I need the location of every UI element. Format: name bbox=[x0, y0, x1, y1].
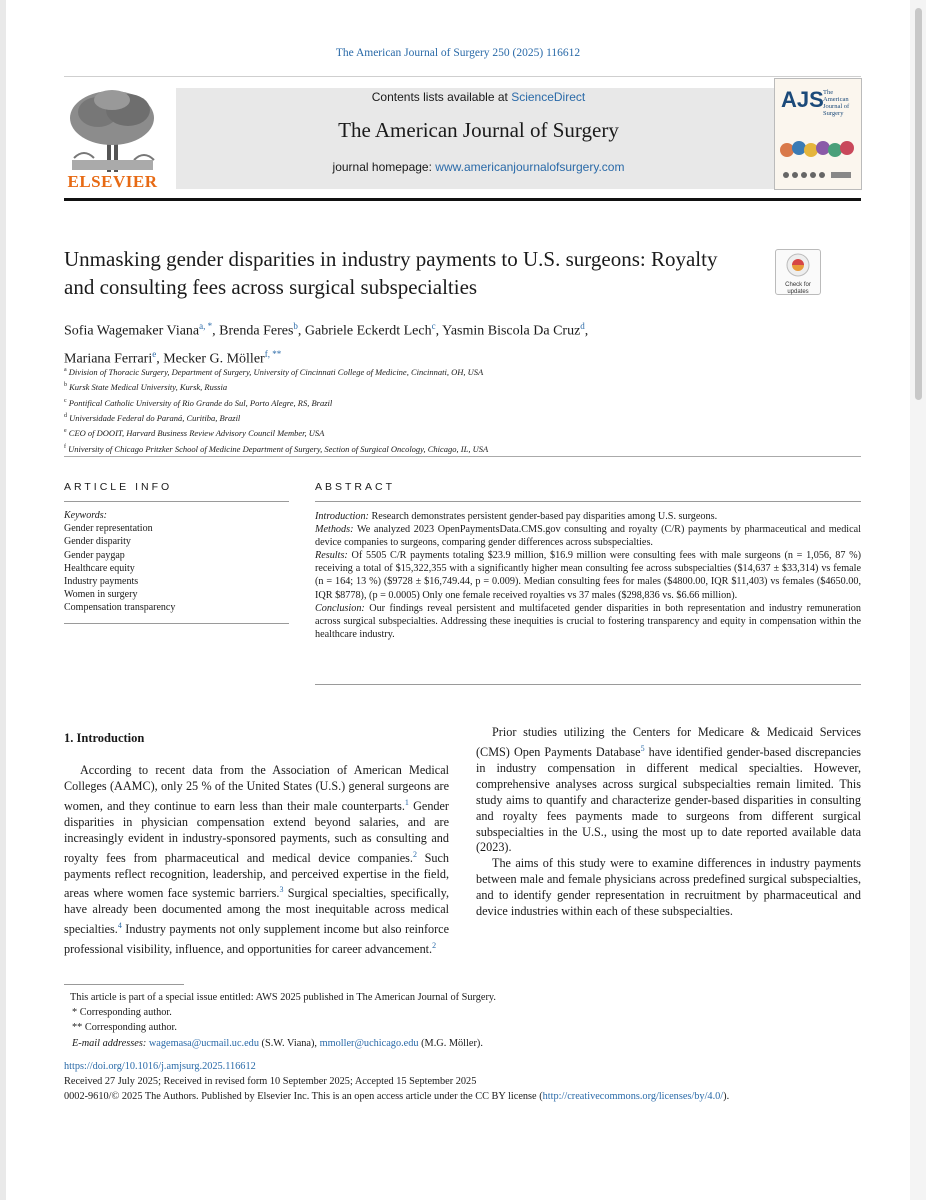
abstract-section-text: Research demonstrates persistent gender-based pay disparities among U.S. surgeons. bbox=[371, 511, 718, 522]
author-name[interactable]: Mariana Ferrari bbox=[64, 351, 153, 367]
keywords-rule bbox=[64, 623, 289, 624]
paragraph-text: have identified gender-based discrepancies in industry compensation in different medical specialties. However, comprehensive analyses across surgical subspecialties remain limited. This study aims to quantify and characterize gender-based disparities in consulting and royalty fees payments made to surgeons from different surgical subspecialties in the U.S., using the most up to date reported available data (2023). bbox=[476, 744, 861, 855]
abstract-section-label: Methods: bbox=[315, 524, 354, 536]
license-line bbox=[64, 1089, 864, 1104]
article-info-heading: ARTICLE INFO bbox=[64, 481, 173, 493]
abstract-results bbox=[315, 549, 861, 601]
article-title: Unmasking gender disparities in industry payments to U.S. surgeons: Royalty and consulting fees across surgical subspecialties bbox=[64, 247, 718, 299]
intro-right-column bbox=[476, 725, 861, 920]
affiliation-text: Universidade Federal do Paraná, Curitiba, Brazil bbox=[69, 412, 241, 423]
affiliation-key: b bbox=[64, 382, 67, 389]
email-owner: (M.G. Möller). bbox=[421, 1037, 483, 1049]
paragraph-text: According to recent data from the Association of American Medical Colleges (AAMC), only 25 % of the United States (U.S.) general surgeons are women, and they continue to earn less than their male counterparts. bbox=[64, 763, 449, 813]
keyword-item: Gender disparity bbox=[64, 536, 131, 548]
footnotes bbox=[64, 990, 864, 1104]
keyword-item: Gender representation bbox=[64, 523, 153, 535]
homepage-prefix: journal homepage: bbox=[332, 160, 432, 174]
author-affiliation-ref[interactable]: d bbox=[580, 321, 585, 331]
affiliation-key: c bbox=[64, 397, 67, 404]
vertical-scrollbar[interactable] bbox=[910, 0, 926, 1200]
abstract-section-label: Introduction: bbox=[315, 511, 369, 522]
abstract-section-label: Results: bbox=[315, 550, 348, 562]
keyword-item: Healthcare equity bbox=[64, 562, 135, 574]
reference-link[interactable]: 1 bbox=[404, 797, 409, 807]
keyword-item: Industry payments bbox=[64, 576, 139, 588]
contents-prefix: Contents lists available at bbox=[371, 90, 508, 104]
homepage-link[interactable]: www.americanjournalofsurgery.com bbox=[435, 160, 625, 174]
paragraph-text: Such payments reflect recognition, leadership, and perceived expertise in the field, areas where women face systemic barriers. bbox=[64, 850, 450, 901]
publisher-name: ELSEVIER bbox=[67, 172, 158, 191]
license-suffix: ). bbox=[723, 1091, 730, 1103]
cover-illustration-icon bbox=[779, 139, 855, 161]
abstract-introduction bbox=[315, 510, 861, 523]
author-affiliation-ref[interactable]: e bbox=[152, 348, 157, 359]
author-list: Sofia Wagemaker Viana$^{a, *}$, Brenda Feres$^b$, Gabriele Eckerdt Lech$^c$, Yasmin Biscola Da Cruz$^d$, Mariana Ferrari$^e$, Mecker G. Möller$^{f, **}$ bbox=[64, 321, 589, 367]
author-name[interactable]: Mecker G. Möller bbox=[163, 351, 265, 367]
special-issue-note: This article is part of a special issue entitled: AWS 2025 published in The American Journal of Surgery. bbox=[70, 992, 496, 1003]
abstract-bottom-rule bbox=[315, 684, 861, 685]
cover-subtitle: The American Journal of Surgery bbox=[823, 89, 850, 117]
reference-link[interactable]: 4 bbox=[117, 921, 122, 931]
affiliation-key: a bbox=[64, 367, 67, 373]
affiliation-text: Division of Thoracic Surgery, Department of Surgery, University of Cincinnati College of Medicine, Cincinnati, OH, USA bbox=[68, 366, 484, 377]
affiliation-key: f bbox=[64, 443, 66, 450]
elsevier-tree-icon bbox=[64, 88, 161, 172]
affiliation-item bbox=[64, 364, 854, 379]
abstract-section-label: Conclusion: bbox=[315, 602, 365, 614]
article-info-rule bbox=[64, 501, 289, 502]
check-updates-line2: updates bbox=[787, 289, 809, 295]
header-divider bbox=[64, 76, 861, 77]
intro-paragraph: The aims of this study were to examine differences in industry payments between male and female physicians across predefined surgical subspecialties, and to identify gender representation in recruitment by pharmaceutical and device industries within each of these subspecialties. bbox=[476, 856, 861, 919]
email-link[interactable]: wagemasa@ucmail.uc.edu bbox=[148, 1037, 259, 1049]
intro-paragraph bbox=[476, 725, 861, 856]
cover-badges-icon bbox=[781, 171, 855, 179]
affiliation-text: CEO of DOOIT, Harvard Business Review Advisory Council Member, USA bbox=[68, 428, 325, 439]
affiliations-divider bbox=[64, 456, 861, 457]
affiliation-key: e bbox=[64, 428, 67, 435]
affiliation-text: University of Chicago Pritzker School of Medicine Department of Surgery, Section of Surgical Oncology, Chicago, IL, USA bbox=[68, 443, 489, 454]
check-updates-icon bbox=[786, 253, 810, 277]
reference-link[interactable]: 5 bbox=[640, 743, 645, 753]
journal-citation[interactable]: The American Journal of Surgery 250 (2025) 116612 bbox=[335, 47, 581, 59]
affiliation-item bbox=[64, 410, 854, 425]
abstract-heading: ABSTRACT bbox=[315, 481, 396, 493]
affiliation-item bbox=[64, 425, 854, 440]
keywords-label: Keywords: bbox=[64, 510, 107, 521]
affiliation-text: Pontifical Catholic University of Rio Grande do Sul, Porto Alegre, RS, Brazil bbox=[68, 397, 333, 408]
intro-left-column bbox=[64, 763, 449, 958]
author-affiliation-ref[interactable]: f, ** bbox=[264, 348, 282, 359]
elsevier-logo[interactable] bbox=[64, 88, 161, 192]
section-heading-introduction: 1. Introduction bbox=[64, 731, 145, 745]
footnote-spacer bbox=[64, 1051, 864, 1059]
affiliation-key: d bbox=[64, 412, 67, 419]
cover-acronym: AJS bbox=[781, 87, 824, 112]
corresponding-author-note: * Corresponding author. bbox=[72, 1007, 172, 1019]
keyword-item: Compensation transparency bbox=[64, 602, 176, 614]
header-thick-rule bbox=[64, 198, 861, 201]
intro-paragraph bbox=[64, 763, 449, 958]
contents-line bbox=[176, 90, 781, 104]
journal-name: The American Journal of Surgery bbox=[338, 118, 619, 142]
paragraph-text: Gender disparities in physician compensation extend beyond salaries, and are increasingly evident in industry-sponsored payments, such as consulting and royalty fees from pharmaceutical and medical device companies. bbox=[64, 798, 449, 865]
email-label: E-mail addresses: bbox=[72, 1037, 147, 1049]
license-link[interactable]: http://creativecommons.org/licenses/by/4.0/ bbox=[542, 1091, 724, 1103]
author-affiliation-ref[interactable]: b bbox=[293, 321, 298, 331]
affiliations bbox=[64, 364, 854, 456]
abstract-section-text: We analyzed 2023 OpenPaymentsData.CMS.gov consulting and royalty (C/R) payments by pharmaceutical and medical device companies to surgeons, comparing gender differences across subspecialties. bbox=[315, 524, 861, 549]
footnote-divider bbox=[64, 984, 184, 985]
paragraph-text: Industry payments not only supplement income but also reinforce professional visibility, influence, and opportunities for career advancement. bbox=[64, 922, 449, 957]
homepage-line bbox=[176, 160, 781, 174]
paragraph-text: Prior studies utilizing the Centers for Medicare & Medicaid Services (CMS) Open Payments Database bbox=[476, 725, 861, 759]
sciencedirect-link[interactable]: ScienceDirect bbox=[511, 90, 586, 104]
author-name[interactable]: Yasmin Biscola Da Cruz bbox=[442, 323, 581, 339]
affiliation-item bbox=[64, 395, 854, 410]
affiliation-item bbox=[64, 441, 854, 456]
affiliation-item bbox=[64, 379, 854, 394]
abstract-section-text: Our findings reveal persistent and multifaceted gender disparities in both representation and industry remuneration across surgical subspecialties. Addressing these inequities is crucial to fostering transparency and equity in compensation within the healthcare industry. bbox=[315, 602, 861, 640]
email-link[interactable]: mmoller@uchicago.edu bbox=[319, 1037, 419, 1049]
email-owner: (S.W. Viana), bbox=[261, 1037, 317, 1049]
received-dates: Received 27 July 2025; Received in revised form 10 September 2025; Accepted 15 September 2025 bbox=[64, 1076, 477, 1088]
author-name[interactable]: Brenda Feres bbox=[219, 323, 294, 339]
author-affiliation-ref[interactable]: a, * bbox=[199, 321, 213, 331]
abstract-section-text: Of 5505 C/R payments totaling $23.9 million, $16.9 million were consulting fees with male surgeons (n = 1,056, 87 %) receiving a total of $15,322,355 with a significantly higher mean consulting fee across subspecialties ($14,637 ± $33,314) vs female (n = 164; 13 %) ($9728 ± $16,749.44, p = 0.009). Median consulting fees for males ($4800.00, IQR $11,403) vs females ($4650.00, IQR $8778), (p = 0.0005) Only one female received royalties vs 37 males ($298,836 vs. $6.66 million). bbox=[315, 550, 862, 601]
affiliation-text: Kursk State Medical University, Kursk, Russia bbox=[69, 382, 228, 393]
doi-link[interactable]: https://doi.org/10.1016/j.amjsurg.2025.116612 bbox=[64, 1060, 256, 1072]
check-updates-line1: Check for bbox=[785, 282, 811, 288]
reference-link[interactable]: 2 bbox=[432, 941, 437, 951]
article-page bbox=[6, 0, 910, 1200]
author-affiliation-ref[interactable]: c bbox=[431, 321, 436, 331]
keywords-block bbox=[64, 509, 289, 615]
email-line bbox=[64, 1036, 864, 1051]
abstract-rule bbox=[315, 501, 861, 502]
corresponding-author-note: ** Corresponding author. bbox=[72, 1022, 177, 1034]
reference-link[interactable]: 3 bbox=[279, 885, 284, 895]
author-name[interactable]: Sofia Wagemaker Viana bbox=[64, 323, 200, 339]
journal-banner bbox=[176, 88, 781, 189]
paragraph-text: Surgical specialties, specifically, have already been documented among the most inequitable across medical specialties. bbox=[64, 886, 449, 937]
author-name[interactable]: Gabriele Eckerdt Lech bbox=[304, 323, 432, 339]
journal-cover[interactable] bbox=[774, 78, 862, 190]
license-prefix: 0002-9610/© 2025 The Authors. Published by Elsevier Inc. This is an open access article under the CC BY license ( bbox=[64, 1091, 543, 1103]
abstract-methods bbox=[315, 523, 861, 549]
check-for-updates-button[interactable] bbox=[775, 249, 821, 295]
keyword-item: Gender paygap bbox=[64, 549, 125, 561]
scrollbar-thumb[interactable] bbox=[915, 8, 922, 400]
keyword-item: Women in surgery bbox=[64, 589, 138, 601]
abstract-body bbox=[315, 510, 861, 641]
abstract-conclusion bbox=[315, 602, 861, 641]
reference-link[interactable]: 2 bbox=[412, 849, 417, 859]
